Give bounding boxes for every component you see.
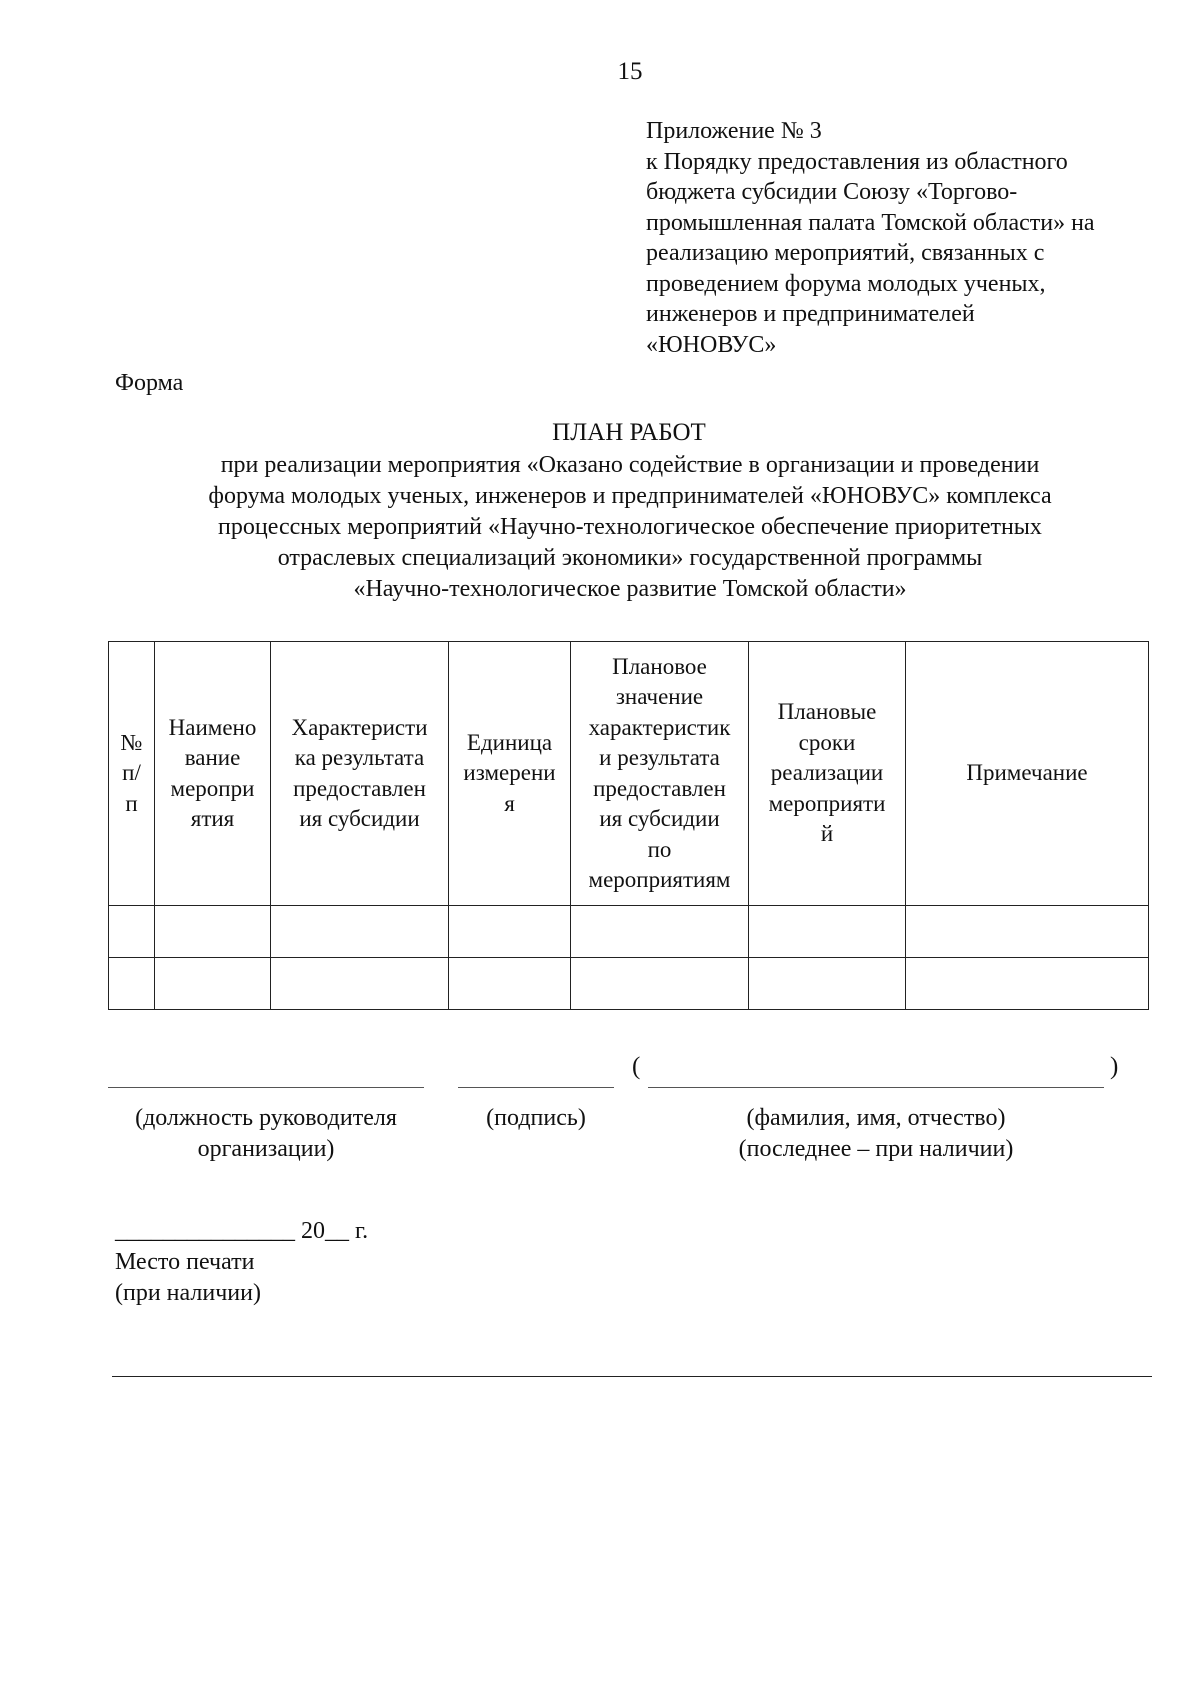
table-header-row — [109, 642, 1149, 906]
stamp-label: Место печати — [115, 1249, 255, 1275]
appendix-line: проведением форума молодых ученых, — [646, 270, 1046, 297]
table-cell[interactable] — [749, 906, 906, 958]
header-planned-dates: Плановые сроки реализации мероприяти й — [749, 642, 906, 906]
full-name-label: (фамилия, имя, отчество) (последнее – при наличии) — [738, 1105, 1014, 1162]
page-number: 15 — [617, 58, 643, 85]
plan-subtitle-line: «Научно-технологическое развитие Томской области» — [353, 576, 907, 602]
plan-subtitle-line: процессных мероприятий «Научно-технологическое обеспечение приоритетных — [218, 514, 1042, 540]
appendix-line: инженеров и предпринимателей — [646, 301, 975, 327]
table-cell[interactable] — [449, 906, 571, 958]
appendix-line: Приложение № 3 — [646, 118, 822, 144]
plan-table — [108, 641, 1149, 1010]
appendix-line: к Порядку предоставления из областного — [646, 148, 1068, 175]
appendix-line: реализацию мероприятий, связанных с — [646, 240, 1045, 266]
signature-label: (подпись) — [486, 1105, 586, 1131]
header-planned-value: Плановое значение характеристик и результата предоставлен ия субсидии по мероприятиям — [571, 642, 749, 906]
stamp-label: (при наличии) — [115, 1280, 261, 1306]
table-cell[interactable] — [571, 958, 749, 1010]
close-parenthesis: ) — [1110, 1053, 1119, 1080]
appendix-line: промышленная палата Томской области» на — [646, 209, 1095, 236]
plan-subtitle — [110, 450, 1150, 605]
position-signature-line[interactable] — [108, 1087, 424, 1088]
signature-line[interactable] — [458, 1087, 614, 1088]
header-event-name: Наимено вание меропри ятия — [155, 642, 271, 906]
bottom-divider — [112, 1376, 1152, 1377]
table-cell[interactable] — [906, 958, 1149, 1010]
plan-subtitle-line: отраслевых специализаций экономики» государственной программы — [277, 545, 983, 571]
open-parenthesis: ( — [632, 1053, 641, 1080]
table-cell[interactable] — [109, 906, 155, 958]
appendix-header — [646, 116, 1166, 360]
table-cell[interactable] — [155, 958, 271, 1010]
table-cell[interactable] — [749, 958, 906, 1010]
full-name-line[interactable] — [648, 1087, 1104, 1088]
header-result-characteristic: Характеристи ка результата предоставлен ия субсидии — [271, 642, 449, 906]
plan-title: ПЛАН РАБОТ — [552, 419, 706, 446]
plan-subtitle-line: при реализации мероприятия «Оказано содействие в организации и проведении — [220, 452, 1040, 478]
header-number: № п/ п — [109, 642, 155, 906]
table-row — [109, 906, 1149, 958]
table-cell[interactable] — [271, 958, 449, 1010]
header-note: Примечание — [906, 642, 1149, 906]
table-cell[interactable] — [109, 958, 155, 1010]
header-unit: Единица измерени я — [449, 642, 571, 906]
table-cell[interactable] — [271, 906, 449, 958]
table-cell[interactable] — [571, 906, 749, 958]
table-cell[interactable] — [906, 906, 1149, 958]
plan-subtitle-line: форума молодых ученых, инженеров и предпринимателей «ЮНОВУС» комплекса — [208, 483, 1052, 509]
position-label: (должность руководителя организации) — [135, 1105, 397, 1162]
table-cell[interactable] — [449, 958, 571, 1010]
form-label: Форма — [115, 370, 184, 396]
table-cell[interactable] — [155, 906, 271, 958]
date-stamp-block — [115, 1216, 368, 1309]
table-row — [109, 958, 1149, 1010]
date-line[interactable]: _______________ 20__ г. — [115, 1218, 369, 1244]
appendix-line: «ЮНОВУС» — [646, 331, 777, 358]
appendix-line: бюджета субсидии Союзу «Торгово- — [646, 179, 1018, 205]
